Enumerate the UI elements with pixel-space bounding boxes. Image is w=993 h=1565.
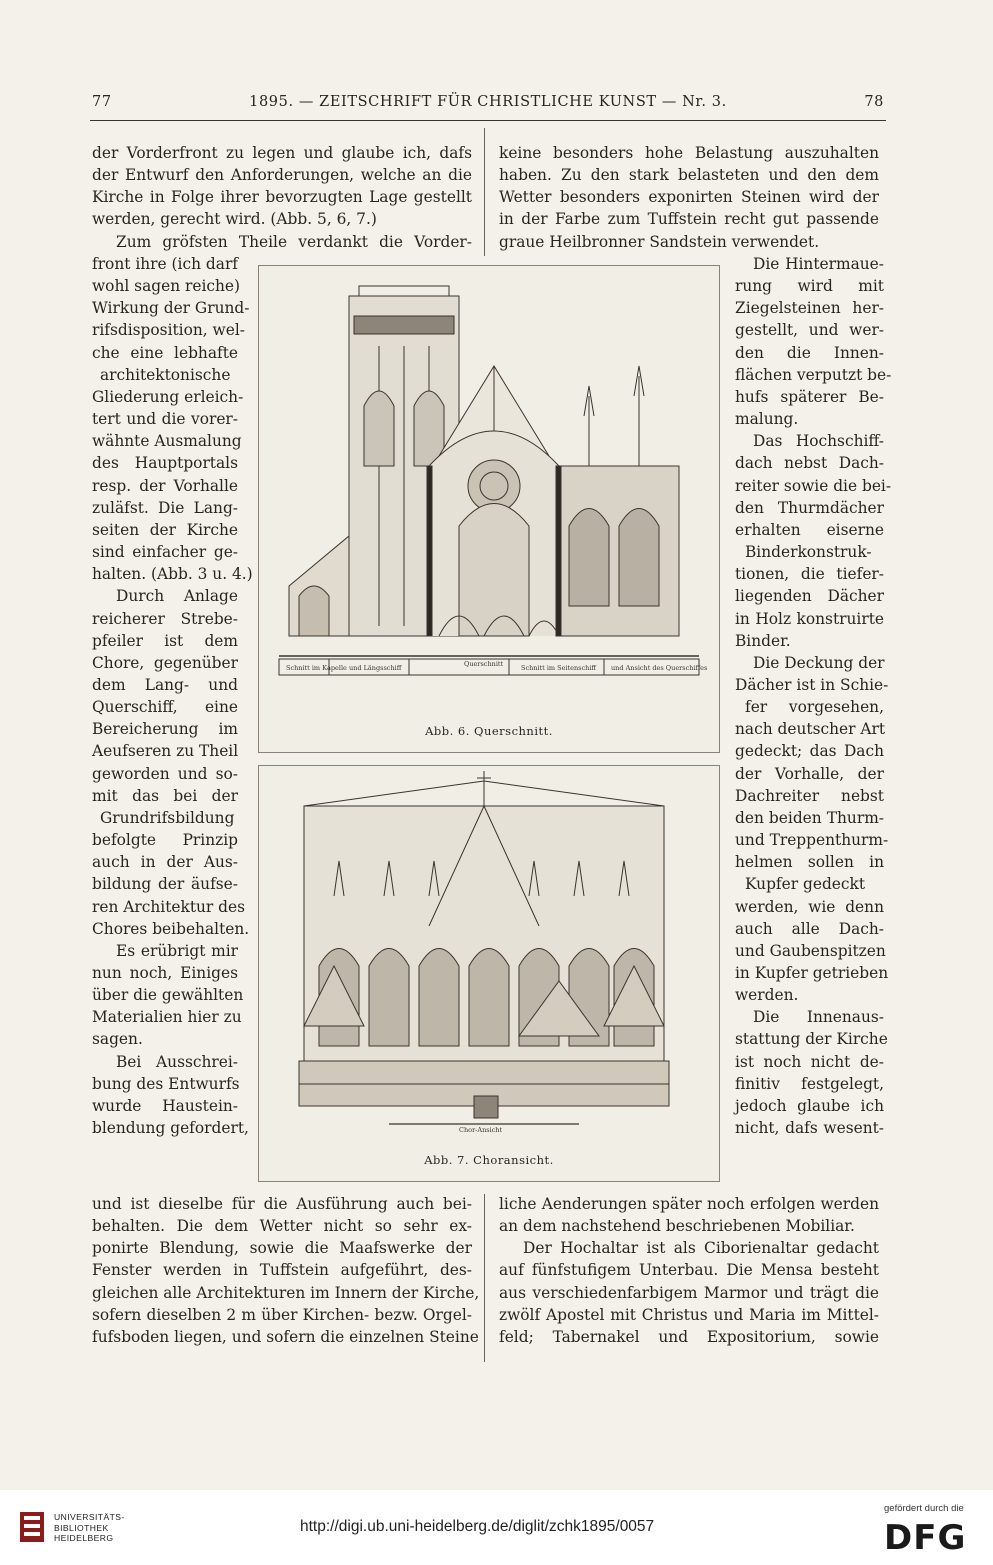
text-line: der Vorhalle, der (735, 764, 884, 783)
text-line: sagen. (92, 1030, 143, 1049)
library-line: HEIDELBERG (54, 1533, 114, 1543)
text-line: in der Farbe zum Tuffstein recht gut passende (499, 210, 879, 229)
text-line: tert und die vorer- (92, 410, 238, 429)
figure-7-choir-view (258, 765, 720, 1182)
text-line: Binderkonstruk- (745, 543, 872, 562)
library-line: BIBLIOTHEK (54, 1522, 109, 1533)
text-line: über die gewählten (92, 986, 244, 1005)
text-line: rifsdisposition, wel- (92, 321, 245, 340)
text-line: Chores beibehalten. (92, 919, 250, 938)
dfg-logo: DFG (884, 1518, 967, 1558)
text-line: Wetter besonders exponirten Steinen wird der (499, 188, 879, 207)
text-line: und Treppenthurm- (735, 831, 889, 850)
text-line: jedoch glaube ich (735, 1096, 884, 1115)
text-line: halten. (Abb. 3 u. 4.) (92, 565, 253, 584)
text-line: Kupfer gedeckt (745, 875, 866, 894)
fig6-label-3: Querschnitt (464, 660, 504, 668)
text-line: blendung gefordert, (92, 1119, 249, 1138)
text-line: Gliederung erleich- (92, 387, 244, 406)
column-rule-top (484, 128, 485, 256)
text-line: der Vorderfront zu legen und glaube ich, dafs (92, 144, 472, 162)
fig7-caption: Abb. 7. Choransicht. (424, 1153, 554, 1167)
text-line: haben. Zu den stark belasteten und den dem (499, 166, 879, 185)
text-line: flächen verputzt be- (735, 365, 892, 384)
header-rule (90, 120, 886, 121)
text-line: zuläfst. Die Lang- (92, 498, 238, 517)
text-line: befolgte Prinzip (92, 831, 238, 850)
running-header (92, 94, 884, 118)
library-name (54, 1512, 125, 1544)
text-line: sind einfacher ge- (92, 543, 238, 562)
text-line: behalten. Die dem Wetter nicht so sehr ex- (92, 1217, 472, 1236)
text-line: auch alle Dach- (735, 919, 884, 938)
text-line: ist noch nicht de- (735, 1052, 884, 1071)
text-line: gedeckt; das Dach (735, 742, 884, 761)
text-line: rung wird mit (735, 277, 884, 296)
text-line: pfeiler ist dem (92, 631, 238, 650)
text-line: hufs späterer Be- (735, 387, 884, 406)
text-line: und Gaubenspitzen (735, 941, 886, 960)
text-line: Die Deckung der (753, 653, 885, 672)
text-line: den beiden Thurm- (735, 808, 884, 827)
page-number-left: 77 (92, 94, 112, 110)
text-line: wohl sagen reiche) (92, 277, 241, 296)
text-line: werden. (735, 986, 799, 1005)
text-line: Chore, gegenüber (92, 653, 238, 672)
text-line: werden, gerecht wird. (Abb. 5, 6, 7.) (92, 210, 377, 229)
text-line: Dächer ist in Schie- (735, 675, 889, 694)
text-line: Es erübrigt mir (116, 941, 238, 960)
text-line: bung des Entwurfs (92, 1074, 240, 1093)
text-line: auf fünfstufigem Unterbau. Die Mensa besteht (499, 1261, 879, 1280)
right-column-bottom (499, 1193, 879, 1348)
right-column-top (499, 142, 879, 253)
text-line: che eine lebhafte (92, 343, 238, 362)
cross-section-drawing (259, 266, 719, 706)
text-line: in Kupfer getrieben (735, 964, 889, 982)
text-line: Bereicherung im (92, 720, 238, 739)
text-line: Kirche in Folge ihrer bevorzugten Lage gestellt (92, 188, 472, 207)
text-line: fer vorgesehen, (745, 698, 884, 717)
text-line: graue Heilbronner Sandstein verwendet. (499, 232, 820, 251)
digitization-footer (0, 1490, 993, 1565)
text-line: reicherer Strebe- (92, 609, 238, 628)
left-column-narrow (92, 253, 253, 1139)
text-line: an dem nachstehend beschriebenen Mobiliar. (499, 1217, 855, 1236)
text-line: reiter sowie die bei- (735, 476, 892, 495)
text-line: front ihre (ich darf (92, 255, 238, 273)
left-column-top (92, 142, 472, 253)
text-line: liegenden Dächer (735, 587, 884, 606)
text-line: tionen, die tiefer- (735, 565, 884, 584)
text-line: keine besonders hohe Belastung auszuhalten (499, 144, 879, 162)
text-line: architektonische (100, 365, 231, 384)
text-line: Materialien hier zu (92, 1008, 242, 1027)
right-column-narrow (735, 253, 892, 1139)
text-line: ren Architektur des (92, 897, 246, 916)
column-rule-bottom (484, 1194, 485, 1362)
text-line: des Hauptportals (92, 454, 238, 473)
text-line: den die Innen- (735, 343, 884, 362)
text-line: stattung der Kirche (735, 1030, 888, 1049)
text-line: Zum gröfsten Theile verdankt die Vorder- (116, 232, 472, 251)
text-line: Die Hintermaue- (753, 255, 884, 273)
text-line: bildung der äufse- (92, 875, 238, 894)
text-line: Fenster werden in Tuffstein aufgeführt, des- (92, 1261, 472, 1280)
text-line: gestellt, und wer- (735, 321, 884, 340)
text-line: geworden und so- (92, 764, 238, 783)
text-line: in Holz konstruirte (735, 609, 884, 628)
text-line: nach deutscher Art (735, 720, 886, 739)
fig6-caption: Abb. 6. Querschnitt. (425, 724, 553, 738)
journal-title: 1895. — ZEITSCHRIFT FÜR CHRISTLICHE KUNST — Nr. 3. (249, 94, 727, 110)
text-line: erhalten eiserne (735, 520, 884, 539)
text-line: der Entwurf den Anforderungen, welche an die (92, 166, 472, 185)
text-line: sofern dieselben 2 m über Kirchen- bezw. Orgel- (92, 1305, 472, 1324)
text-line: feld; Tabernakel und Expositorium, sowie (499, 1327, 879, 1346)
text-line: wurde Haustein- (92, 1096, 238, 1115)
text-line: wähnte Ausmalung (92, 432, 242, 451)
text-line: aus verschiedenfarbigem Marmor und trägt die (499, 1283, 879, 1302)
text-line: fufsboden liegen, und sofern die einzelnen Steine (92, 1327, 479, 1346)
text-line: Binder. (735, 631, 791, 650)
text-line: Das Hochschiff- (753, 432, 884, 451)
fig6-label-2: und Längsschiff (349, 664, 402, 672)
text-line: seiten der Kirche (92, 520, 238, 539)
text-line: Aeufseren zu Theil (92, 742, 239, 761)
text-line: nicht, dafs wesent- (735, 1119, 884, 1138)
text-line: Wirkung der Grund- (92, 299, 250, 318)
text-line: mit das bei der (92, 786, 238, 805)
text-line: den Thurmdächer (735, 498, 884, 517)
text-line: dem Lang- und (92, 675, 238, 694)
text-line: nun noch, Einiges (92, 964, 238, 982)
text-line: dach nebst Dach- (735, 454, 884, 473)
university-library-logo-icon (18, 1510, 46, 1544)
library-line: UNIVERSITÄTS- (54, 1512, 125, 1522)
text-line: Ziegelsteinen her- (735, 299, 884, 318)
fig6-label-1: Schnitt im Kapelle (286, 664, 347, 672)
text-line: liche Aenderungen später noch erfolgen werden (499, 1195, 879, 1213)
text-line: und ist dieselbe für die Ausführung auch bei- (92, 1195, 472, 1213)
text-line: Die Innenaus- (753, 1008, 884, 1027)
text-line: malung. (735, 410, 799, 429)
text-line: Durch Anlage (116, 587, 238, 606)
text-line: Der Hochaltar ist als Ciborienaltar gedacht (523, 1239, 879, 1258)
text-line: auch in der Aus- (92, 853, 238, 872)
figure-6-cross-section (258, 265, 720, 753)
text-line: helmen sollen in (735, 853, 884, 872)
permalink-url[interactable]: http://digi.ub.uni-heidelberg.de/diglit/zchk1895/0057 (300, 1518, 655, 1535)
text-line: finitiv festgelegt, (735, 1074, 884, 1093)
left-column-bottom (92, 1193, 480, 1348)
text-line: gleichen alle Architekturen im Innern der Kirche, (92, 1283, 480, 1302)
fig6-label-4: Schnitt im Seitenschiff (521, 664, 597, 672)
text-line: Grundrifsbildung (100, 808, 235, 827)
fig7-label: Chor-Ansicht (459, 1126, 503, 1134)
text-line: Querschiff, eine (92, 698, 238, 717)
text-line: werden, wie denn (735, 897, 884, 916)
text-line: Bei Ausschrei- (116, 1052, 238, 1071)
text-line: resp. der Vorhalle (92, 476, 238, 495)
text-line: ponirte Blendung, sowie die Maafswerke der (92, 1239, 472, 1258)
choir-view-drawing (259, 766, 719, 1136)
funded-by-label: gefördert durch die (884, 1503, 964, 1514)
text-line: zwölf Apostel mit Christus und Maria im Mittel- (499, 1305, 879, 1324)
fig6-label-5: und Ansicht des Querschiffes (611, 664, 708, 672)
text-line: Dachreiter nebst (735, 786, 884, 805)
page-number-right: 78 (864, 94, 884, 110)
